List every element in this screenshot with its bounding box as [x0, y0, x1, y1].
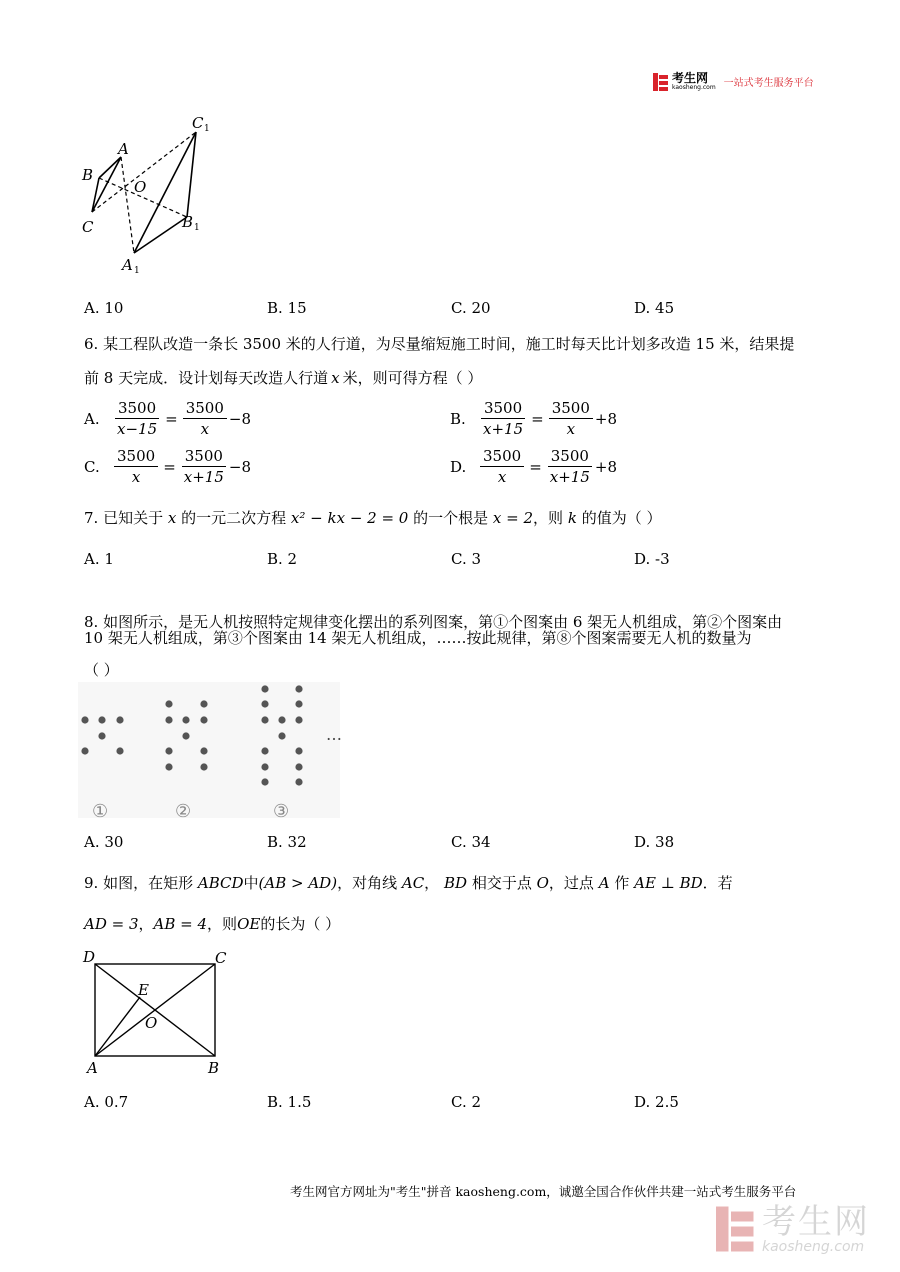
- q9-ac: AC: [401, 874, 425, 892]
- q9-o: O: [536, 874, 549, 892]
- q6-a-rn: 3500: [183, 398, 227, 419]
- q6-c-rn: 3500: [182, 446, 226, 467]
- q5-label-C1: C: [192, 114, 204, 132]
- q9-line1: [84, 873, 733, 893]
- q5-label-A1: A: [122, 256, 133, 274]
- q9-figure: [78, 948, 238, 1078]
- q6-d-rd: x+15: [549, 468, 590, 486]
- q6-option-d: D. $\frac{3500}{x}$ = $\frac{3500}{x+15}$ +8: [450, 447, 618, 486]
- watermark-logo-icon: [716, 1205, 756, 1253]
- q7-stem: [84, 508, 661, 528]
- q6-c-op: −8: [228, 457, 252, 476]
- q9-text-end: 的长为（ ）: [260, 915, 341, 933]
- logo-sub: kaosheng.com: [672, 84, 716, 91]
- q7-text-e: 的值为（ ）: [581, 509, 662, 527]
- q9-label-C: C: [215, 949, 227, 967]
- q6-d-op: +8: [594, 457, 618, 476]
- q7-option-a: A. 1: [84, 550, 114, 568]
- q5-label-A1-sub: 1: [134, 266, 140, 276]
- q9-ad: AD = 3: [84, 915, 139, 933]
- q9-option-a: A. 0.7: [84, 1093, 129, 1111]
- kaosheng-logo-icon: [653, 73, 669, 91]
- q7-option-b: B. 2: [267, 550, 298, 568]
- q5-label-C: C: [82, 218, 94, 236]
- q6-option-d-label: D.: [450, 457, 467, 476]
- q6-c-ln: 3500: [114, 446, 158, 467]
- q5-label-O: O: [134, 178, 147, 196]
- logo-title: 考生网: [672, 71, 709, 85]
- q8-ellipsis: …: [326, 725, 342, 744]
- q6-a-ln: 3500: [115, 398, 159, 419]
- q7-equation: x² − kx − 2 = 0: [290, 509, 409, 527]
- q6-line2-b: 米，则可得方程（ ）: [342, 369, 483, 387]
- q8-fig-label-2: ②: [175, 801, 192, 822]
- q9-text-b: 中: [243, 874, 259, 892]
- q7-option-c: C. 3: [451, 550, 482, 568]
- q6-line1: 6. 某工程队改造一条长 3500 米的人行道，为尽量缩短施工时间，施工时每天比计划多改造 15 米，结果提: [84, 335, 795, 353]
- q9-text-g: 作: [614, 874, 630, 892]
- q9-line2: [84, 914, 340, 934]
- q6-option-b-label: B.: [450, 409, 466, 428]
- q6-c-rd: x+15: [183, 468, 224, 486]
- q6-b-ln: 3500: [481, 398, 525, 419]
- q5-label-B1: B: [182, 213, 194, 231]
- q6-b-op: +8: [594, 409, 618, 428]
- q9-text-c: ，对角线: [337, 874, 398, 892]
- watermark: [716, 1204, 870, 1254]
- q5-option-a: A. 10: [84, 299, 124, 317]
- q8-option-d: D. 38: [634, 833, 675, 851]
- q6-a-ld: x−15: [117, 420, 158, 438]
- q8-figure: [78, 682, 348, 822]
- q9-label-D: D: [83, 948, 96, 966]
- q9-rect: ABCD: [197, 874, 244, 892]
- footer-text: 考生网官方网址为"考生"拼音 kaosheng.com，诚邀全国合作伙伴共建一站式考生服务平台: [290, 1184, 797, 1199]
- q6-b-rn: 3500: [549, 398, 593, 419]
- q8-line1: 8. 如图所示，是无人机按照特定规律变化摆出的系列图案，第①个图案由 6 架无人机组成，第②个图案由: [84, 613, 783, 631]
- q8-fig-label-3: ③: [273, 801, 290, 822]
- q5-label-B: B: [82, 166, 94, 184]
- q6-b-rd: x: [566, 420, 576, 438]
- q5-label-C1-sub: 1: [204, 124, 210, 134]
- q7-text-c: 的一个根是: [413, 509, 489, 527]
- watermark-en: kaosheng.com: [762, 1239, 865, 1255]
- q6-option-c: C. $\frac{3500}{x}$ = $\frac{3500}{x+15}$ −8: [84, 447, 252, 486]
- q6-a-rd: x: [200, 420, 210, 438]
- q7-text-a: 7. 已知关于: [84, 509, 164, 527]
- q9-text-f: ，过点: [548, 874, 594, 892]
- q9-option-b: B. 1.5: [267, 1093, 312, 1111]
- q9-bd: BD: [443, 874, 468, 892]
- q9-ab: AB = 4: [153, 915, 208, 933]
- q6-b-ld: x+15: [483, 420, 524, 438]
- q9-text-then: ，则: [207, 915, 238, 933]
- q7-text-b: 的一元二次方程: [181, 509, 287, 527]
- q9-label-A: A: [87, 1059, 98, 1077]
- q7-var-x: x: [167, 509, 177, 527]
- q9-text-e: 相交于点: [471, 874, 532, 892]
- q6-line2-a: 前 8 天完成．设计划每天改造人行道: [84, 369, 329, 387]
- q9-cond: (AB > AD): [258, 874, 338, 892]
- header-logo: [653, 72, 814, 91]
- q7-text-d: ，则: [533, 509, 564, 527]
- q9-pa: A: [598, 874, 610, 892]
- q6-d-ld: x: [497, 468, 507, 486]
- q8-option-c: C. 34: [451, 833, 491, 851]
- q9-label-E: E: [138, 981, 149, 999]
- q5-option-c: C. 20: [451, 299, 491, 317]
- q7-var-k: k: [567, 509, 577, 527]
- q9-text-a: 9. 如图，在矩形: [84, 874, 194, 892]
- q8-option-a: A. 30: [84, 833, 124, 851]
- q6-d-rn: 3500: [548, 446, 592, 467]
- q8-line2: 10 架无人机组成，第③个图案由 14 架无人机组成，……按此规律，第⑧个图案需要无人机的数量为: [84, 629, 752, 647]
- q9-option-d: D. 2.5: [634, 1093, 679, 1111]
- watermark-cn: 考生网: [762, 1202, 870, 1242]
- q6-c-ld: x: [131, 468, 141, 486]
- q6-option-a-label: A.: [84, 409, 100, 428]
- logo-slogan: 一站式考生服务平台: [723, 78, 814, 89]
- q6-option-a: A. $\frac{3500}{x-15}$ = $\frac{3500}{x}$ −8: [84, 399, 252, 438]
- q9-perp: AE ⊥ BD: [634, 874, 703, 892]
- q7-option-d: D. -3: [634, 550, 670, 568]
- q5-label-B1-sub: 1: [194, 223, 200, 233]
- q8-line3: （ ）: [84, 661, 119, 679]
- q6-var-x: x: [331, 369, 340, 387]
- q9-label-B: B: [208, 1059, 220, 1077]
- q9-text-h: ．若: [702, 874, 733, 892]
- q5-figure: [78, 112, 228, 282]
- q6-d-ln: 3500: [480, 446, 524, 467]
- q6-option-c-label: C.: [84, 457, 100, 476]
- q5-option-b: B. 15: [267, 299, 307, 317]
- q8-fig-label-1: ①: [92, 801, 109, 822]
- q7-root: x = 2: [492, 509, 534, 527]
- q9-text-d: ，: [424, 874, 440, 892]
- q9-label-O: O: [145, 1014, 158, 1032]
- q6-line2: [84, 368, 482, 388]
- q8-option-b: B. 32: [267, 833, 307, 851]
- q9-oe: OE: [237, 915, 261, 933]
- q5-option-d: D. 45: [634, 299, 675, 317]
- q6-a-op: −8: [228, 409, 252, 428]
- q5-label-A: A: [118, 140, 129, 158]
- q6-option-b: B. $\frac{3500}{x+15}$ = $\frac{3500}{x}$ +8: [450, 399, 618, 438]
- q9-comma: ，: [138, 915, 154, 933]
- q9-option-c: C. 2: [451, 1093, 482, 1111]
